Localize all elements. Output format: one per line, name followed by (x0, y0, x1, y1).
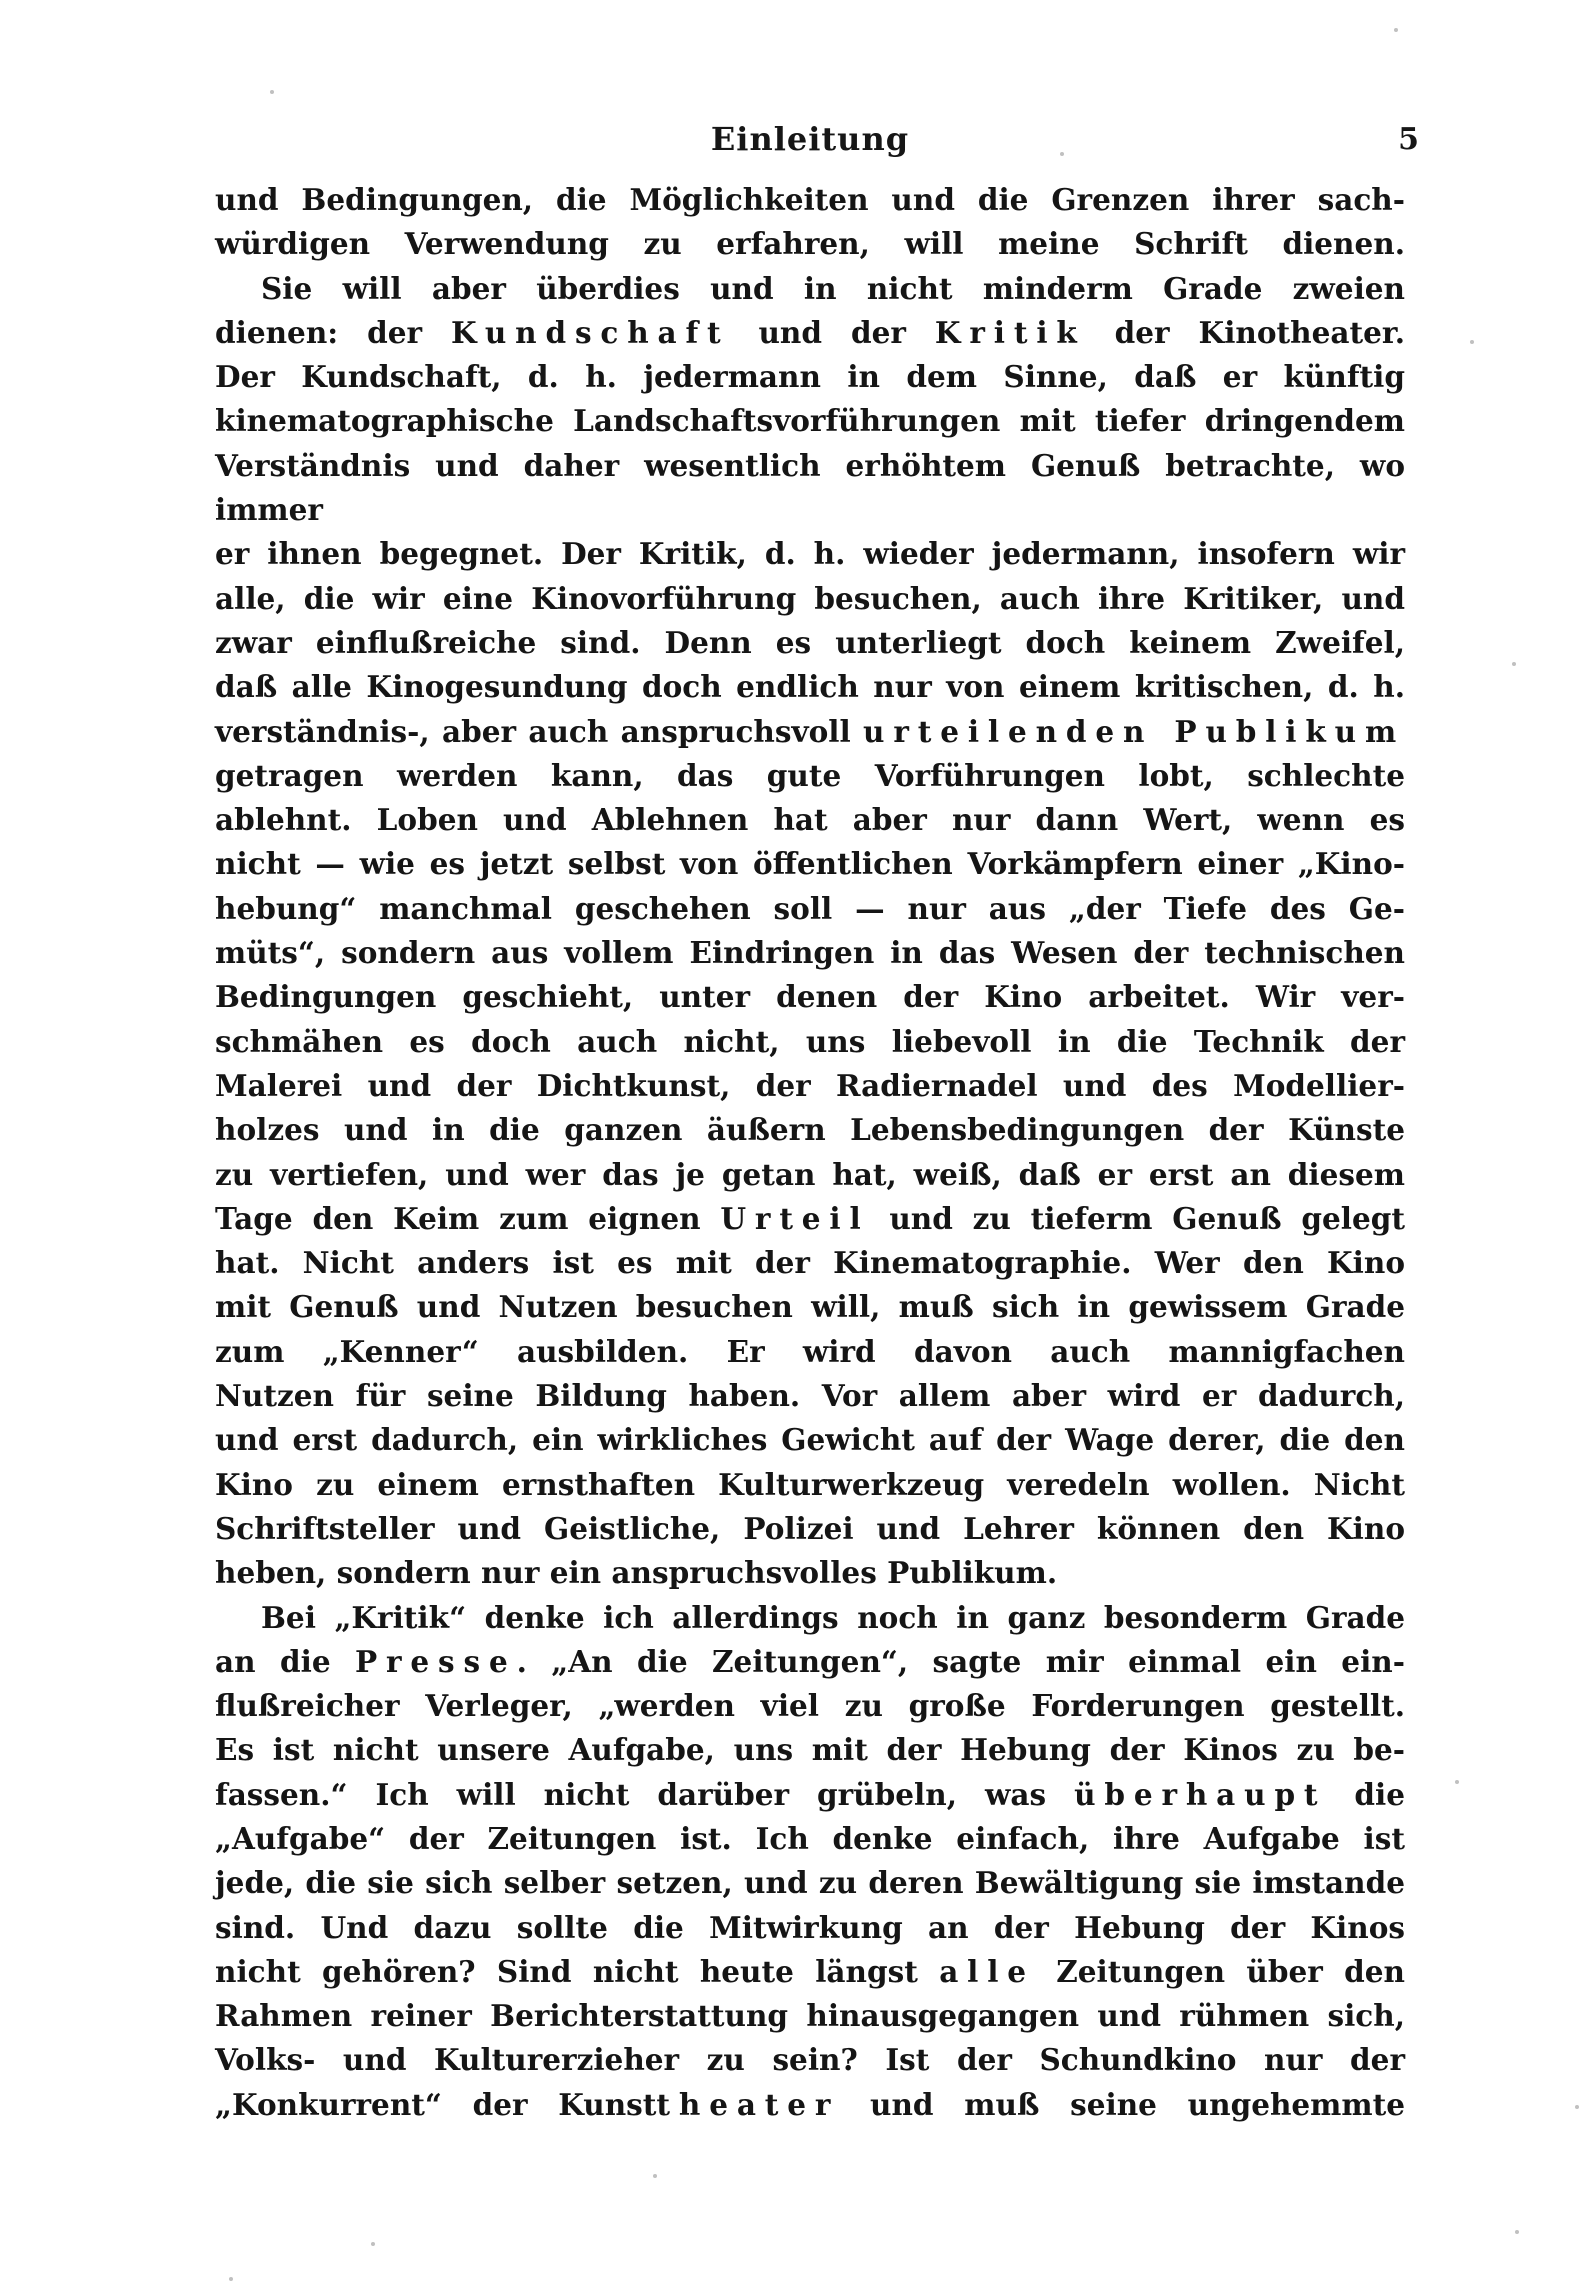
body-text: hat. Nicht anders ist es mit der Kinematographie. Wer den Kino (215, 1245, 1405, 1281)
scan-speck (1060, 152, 1064, 156)
text-line (215, 1906, 1405, 1950)
text-line (215, 1994, 1405, 2038)
body-text: nicht gehören? Sind nicht heute längst (215, 1953, 940, 1989)
body-text: hebung“ manchmal geschehen soll — nur aus „der Tiefe des Ge- (215, 890, 1405, 926)
text-line (215, 355, 1405, 399)
emphasized-text: Presse (355, 1643, 517, 1679)
text-line (215, 1551, 1405, 1595)
text-line (215, 1640, 1405, 1684)
body-text: und Bedingungen, die Möglichkeiten und die Grenzen ihrer sach- (215, 182, 1405, 217)
text-line (215, 577, 1405, 621)
body-text: alle, die wir eine Kinovorführung besuchen, auch ihre Kritiker, und (215, 580, 1405, 616)
text-line (215, 2083, 1405, 2127)
emphasized-text: theater (656, 2086, 840, 2122)
text-line (215, 311, 1405, 355)
body-text: Kino zu einem ernsthaften Kulturwerkzeug veredeln wollen. Nicht (215, 1466, 1405, 1502)
scan-speck (1575, 2105, 1579, 2109)
body-text: Bedingungen geschieht, unter denen der Kino arbeitet. Wir ver- (215, 979, 1405, 1015)
emphasized-text: Urteil (720, 1200, 870, 1236)
emphasized-text: Kritik (934, 314, 1086, 350)
page-header (215, 120, 1419, 170)
body-text: Tage den Keim zum eignen (215, 1200, 721, 1236)
text-line (215, 222, 1405, 266)
page-header-title: Einleitung (710, 120, 910, 158)
body-text: schmähen es doch auch nicht, uns liebevoll in die Technik der (215, 1023, 1405, 1059)
body-text: und muß seine ungehemmte (839, 2086, 1405, 2122)
text-line (215, 444, 1405, 533)
body-text: die (1326, 1776, 1406, 1812)
scan-speck (1515, 2230, 1519, 2234)
body-text: kinematographische Landschaftsvorführungen mit tiefer dringendem (215, 403, 1405, 439)
body-text: daß alle Kinogesundung doch endlich nur von einem kritischen, d. h. (215, 669, 1405, 705)
emphasized-text: alle (939, 1953, 1035, 1989)
text-line (215, 267, 1405, 311)
body-text: er ihnen begegnet. Der Kritik, d. h. wieder jedermann, insofern wir (215, 536, 1405, 572)
body-text: sind. Und dazu sollte die Mitwirkung an der Hebung der Kinos (215, 1909, 1405, 1945)
body-text: ablehnt. Loben und Ablehnen hat aber nur dann Wert, wenn es (215, 802, 1405, 838)
scan-speck (1470, 340, 1474, 344)
text-line (215, 1285, 1405, 1329)
body-text: würdigen Verwendung zu erfahren, will meine Schrift dienen. (215, 226, 1405, 262)
text-line (215, 1330, 1405, 1374)
body-text: holzes und in die ganzen äußern Lebensbedingungen der Künste (215, 1112, 1405, 1148)
body-text: an die (215, 1643, 355, 1679)
body-text: und erst dadurch, ein wirkliches Gewicht auf der Wage derer, die den (215, 1422, 1405, 1458)
text-line (215, 399, 1405, 443)
body-text: Malerei und der Dichtkunst, der Radiernadel und des Modellier- (215, 1067, 1405, 1103)
body-text: Verständnis und daher wesentlich erhöhtem Genuß betrachte, wo immer (215, 447, 1405, 528)
scan-speck (653, 2174, 657, 2178)
text-line (215, 710, 1405, 754)
body-text: Volks- und Kulturerzieher zu sein? Ist der Schundkino nur der (215, 2042, 1405, 2078)
text-line (215, 1861, 1405, 1905)
text-line (215, 1153, 1405, 1197)
body-text: Schriftsteller und Geistliche, Polizei und Lehrer können den Kino (215, 1510, 1405, 1546)
text-line (215, 1020, 1405, 1064)
text-line (215, 975, 1405, 1019)
body-text: Zeitungen über den (1034, 1953, 1405, 1989)
text-line (215, 887, 1405, 931)
body-text: flußreicher Verleger, „werden viel zu große Forderungen gestellt. (215, 1688, 1405, 1724)
text-line (215, 931, 1405, 975)
body-text: zu vertiefen, und wer das je getan hat, weiß, daß er erst an diesem (215, 1156, 1405, 1192)
text-line (215, 842, 1405, 886)
body-text: Nutzen für seine Bildung haben. Vor allem aber wird er dadurch, (215, 1378, 1405, 1414)
body-text: . „An die Zeitungen“, sagte mir einmal ein ein- (516, 1643, 1405, 1679)
text-line (215, 621, 1405, 665)
body-text: heben, sondern nur ein anspruchsvolles Publikum. (215, 1555, 1058, 1591)
text-line (215, 1950, 1405, 1994)
body-text: Rahmen reiner Berichterstattung hinausgegangen und rühmen sich, (215, 1998, 1405, 2034)
text-line (215, 665, 1405, 709)
page-number: 5 (1398, 122, 1419, 157)
text-line (215, 754, 1405, 798)
text-line (215, 1197, 1405, 1241)
scan-speck (1455, 1780, 1459, 1784)
text-line (215, 1374, 1405, 1418)
body-text: Der Kundschaft, d. h. jedermann in dem Sinne, daß er künftig (215, 359, 1405, 395)
scan-speck (229, 2277, 233, 2281)
text-line (215, 1596, 1405, 1640)
scan-speck (1394, 28, 1398, 32)
body-text: zum „Kenner“ ausbilden. Er wird davon auch mannigfachen (215, 1333, 1405, 1369)
text-line (215, 1463, 1405, 1507)
scan-speck (270, 90, 274, 94)
body-text: getragen werden kann, das gute Vorführungen lobt, schlechte (215, 757, 1405, 793)
text-line (215, 1108, 1405, 1152)
body-text: Sie will aber überdies und in nicht minderm Grade zweien (261, 270, 1405, 306)
emphasized-text: überhaupt (1074, 1776, 1327, 1812)
scan-speck (1512, 662, 1516, 666)
body-text: Es ist nicht unsere Aufgabe, uns mit der Hebung der Kinos zu be- (215, 1732, 1405, 1768)
emphasized-text: Kundschaft (451, 314, 730, 350)
body-text: „Aufgabe“ der Zeitungen ist. Ich denke einfach, ihre Aufgabe ist (215, 1820, 1405, 1856)
text-line (215, 1684, 1405, 1728)
body-text: Bei „Kritik“ denke ich allerdings noch in ganz besonderm Grade (261, 1599, 1405, 1635)
text-line (215, 798, 1405, 842)
text-line (215, 1064, 1405, 1108)
body-text: verständnis-, aber auch anspruchsvoll (215, 713, 864, 749)
text-block (215, 178, 1405, 2127)
emphasized-text: urteilenden Publikum (863, 713, 1406, 749)
body-text: und zu tieferm Genuß gelegt (869, 1200, 1405, 1236)
body-text: fassen.“ Ich will nicht darüber grübeln, was (215, 1776, 1075, 1812)
body-text: jede, die sie sich selber setzen, und zu deren Bewältigung sie imstande (215, 1865, 1405, 1901)
scan-speck (371, 2242, 375, 2246)
text-line (215, 178, 1405, 222)
text-line (215, 1418, 1405, 1462)
text-line (215, 2038, 1405, 2082)
body-text: der Kinotheater. (1085, 314, 1405, 350)
body-text: mit Genuß und Nutzen besuchen will, muß sich in gewissem Grade (215, 1289, 1405, 1325)
text-line (215, 1728, 1405, 1772)
body-text: und der (729, 314, 935, 350)
body-text: dienen: der (215, 314, 452, 350)
text-line (215, 1507, 1405, 1551)
body-text: „Konkurrent“ der Kunst (215, 2086, 657, 2122)
body-text: zwar einflußreiche sind. Denn es unterliegt doch keinem Zweifel, (215, 624, 1405, 660)
text-line (215, 1773, 1405, 1817)
text-line (215, 1241, 1405, 1285)
text-line (215, 1817, 1405, 1861)
body-text: nicht — wie es jetzt selbst von öffentlichen Vorkämpfern einer „Kino- (215, 846, 1405, 882)
text-line (215, 532, 1405, 576)
body-text: müts“, sondern aus vollem Eindringen in das Wesen der technischen (215, 935, 1405, 971)
